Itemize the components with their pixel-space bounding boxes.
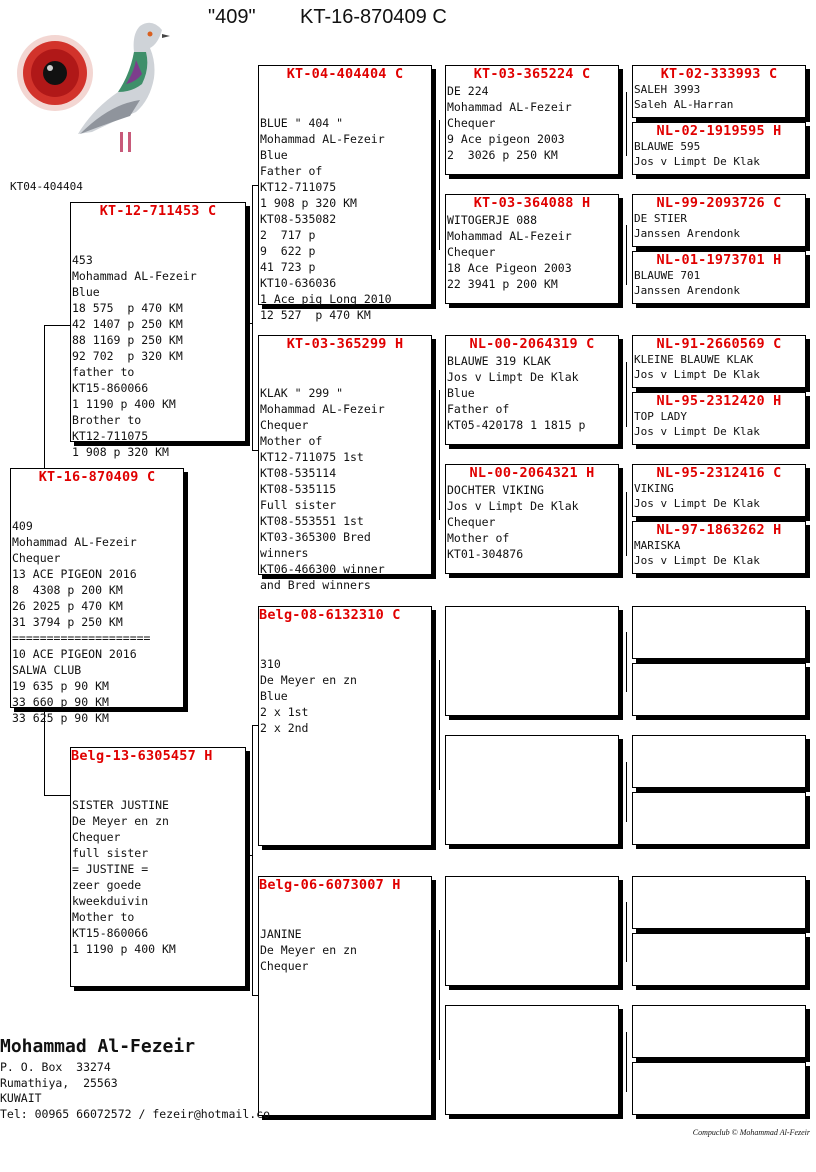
empty-card[interactable] [445,735,619,845]
great-grandparent-card[interactable] [445,65,619,175]
ring-number: NL-00-2064321 H [469,465,595,481]
card-details: TOP LADY Jos v Limpt De Klak [634,410,760,438]
grandparent-card[interactable] [258,606,432,846]
card-details: KLEINE BLAUWE KLAK Jos v Limpt De Klak [634,353,760,381]
grandparent-card[interactable] [258,65,432,322]
card-details: MARISKA Jos v Limpt De Klak [634,539,760,567]
great-grandparent-card[interactable] [445,464,619,574]
connector-line [626,902,627,962]
header-pigeon-name: "409" [208,6,256,28]
great-grandparent-card[interactable] [445,194,619,304]
card-details: DOCHTER VIKING Jos v Limpt De Klak Chequer Mother of KT01-304876 [447,483,579,561]
connector-line [439,660,440,790]
ring-number: Belg-13-6305457 H [71,748,213,764]
card-details: DE 224 Mohammad AL-Fezeir Chequer 9 Ace pigeon 2003 2 3026 p 250 KM [447,84,572,162]
connector-line [252,725,253,995]
card-details: VIKING Jos v Limpt De Klak [634,482,760,510]
great-grandparent-card[interactable] [445,335,619,445]
card-details: JANINE De Meyer en zn Chequer [260,927,357,973]
connector-line [44,795,70,796]
ring-number: NL-97-1863262 H [656,522,782,538]
page-header [208,6,447,29]
eye-image [17,35,93,111]
ring-number: KT-02-333993 C [660,66,778,82]
pigeon-image [78,23,170,152]
empty-card[interactable] [445,606,619,716]
card-details: 453 Mohammad AL-Fezeir Blue 18 575 p 470 KM 42 1407 p 250 KM 88 1169 p 250 KM 92 702 p 320 KM father to KT15-860066 1 1190 p 400 KM Brother to KT12-711075 1 908 p 320 KM [72,253,197,459]
ancestor-card[interactable] [632,65,806,118]
ancestor-card[interactable] [632,194,806,247]
connector-line [44,325,70,326]
ancestor-card[interactable] [632,464,806,517]
sire-card[interactable] [70,202,246,459]
ancestor-card[interactable] [632,251,806,304]
header-ring-number: KT-16-870409 C [300,6,447,28]
connector-line [439,120,440,250]
card-details: BLAUWE 701 Janssen Arendonk [634,269,740,297]
card-details: KLAK " 299 " Mohammad AL-Fezeir Chequer Mother of KT12-711075 1st KT08-535114 KT08-535115 Full sister KT08-553551 1st KT03-365300 Bred winners KT06-466300 winner and Bred winners [260,386,385,592]
ring-number: KT-03-364088 H [473,195,591,211]
connector-line [252,185,253,450]
empty-card[interactable] [632,933,806,986]
dam-card[interactable] [70,747,246,987]
ring-number: NL-95-2312420 H [656,393,782,409]
card-details: 310 De Meyer en zn Blue 2 x 1st 2 x 2nd [260,657,357,735]
card-details: 409 Mohammad AL-Fezeir Chequer 13 ACE PIGEON 2016 8 4308 p 200 KM 26 2025 p 470 KM 31 3794 p 250 KM ==================== 10 ACE PIGEON 2016 SALWA CLUB 19 635 p 90 KM 33 660 p 90 KM 33 625 p 90 KM [12,519,151,725]
ring-number: NL-91-2660569 C [656,336,782,352]
owner-name: Mohammad Al-Fezeir [0,1036,196,1057]
connector-line [44,325,45,470]
ring-number: NL-01-1973701 H [656,252,782,268]
ancestor-card[interactable] [632,335,806,388]
ring-number: Belg-06-6073007 H [259,877,401,893]
grandparent-card[interactable] [258,335,432,592]
empty-card[interactable] [632,1062,806,1115]
card-details: BLAUWE 595 Jos v Limpt De Klak [634,140,760,168]
ring-number: NL-00-2064319 C [469,336,595,352]
ring-number: KT-04-404404 C [286,66,404,82]
connector-line [626,225,627,285]
connector-line [246,855,252,856]
empty-card[interactable] [632,792,806,845]
ring-number: NL-95-2312416 C [656,465,782,481]
card-details: SISTER JUSTINE De Meyer en zn Chequer full sister = JUSTINE = zeer goede kweekduivin Mother to KT15-860066 1 1190 p 400 KM [72,798,176,956]
subject-card[interactable] [10,468,184,725]
empty-card[interactable] [632,663,806,716]
connector-line [626,492,627,556]
empty-card[interactable] [632,876,806,929]
connector-line [246,323,252,324]
card-details: BLUE " 404 " Mohammad AL-Fezeir Blue Father of KT12-711075 1 908 p 320 KM KT08-535082 2 717 p 9 622 p 41 723 p KT10-636036 1 Ace pig Long 2010 12 527 p 470 KM [260,116,392,322]
card-details: SALEH 3993 Saleh AL-Harran [634,83,734,111]
empty-card[interactable] [632,735,806,788]
owner-address: P. O. Box 33274 Rumathiya, 25563 KUWAIT Tel: 00965 66072572 / fezeir@hotmail.co [0,1060,271,1121]
ancestor-card[interactable] [632,122,806,175]
connector-line [626,632,627,692]
ring-number: NL-02-1919595 H [656,123,782,139]
ring-number: Belg-08-6132310 C [259,607,401,623]
ancestor-card[interactable] [632,521,806,574]
empty-card[interactable] [632,1005,806,1058]
connector-line [439,930,440,1060]
empty-card[interactable] [445,876,619,986]
pigeon-photo [10,14,170,166]
footer-credit: Compuclub © Mohammad Al-Fezeir [692,1128,810,1137]
card-details: WITOGERJE 088 Mohammad AL-Fezeir Chequer 18 Ace Pigeon 2003 22 3941 p 200 KM [447,213,572,291]
ring-number: KT-12-711453 C [99,203,217,219]
ancestor-card[interactable] [632,392,806,445]
ring-number: KT-03-365224 C [473,66,591,82]
connector-line [626,362,627,427]
card-details: BLAUWE 319 KLAK Jos v Limpt De Klak Blue Father of KT05-420178 1 1815 p [447,354,586,432]
empty-card[interactable] [445,1005,619,1115]
connector-line [626,762,627,822]
grandparent-card[interactable] [258,876,432,1116]
ring-number: NL-99-2093726 C [656,195,782,211]
connector-line [439,390,440,520]
connector-line [626,92,627,156]
card-details: DE STIER Janssen Arendonk [634,212,740,240]
empty-card[interactable] [632,606,806,659]
ring-number: KT-16-870409 C [38,469,156,485]
connector-line [626,1032,627,1092]
photo-caption: KT04-404404 [10,180,83,193]
ring-number: KT-03-365299 H [286,336,404,352]
